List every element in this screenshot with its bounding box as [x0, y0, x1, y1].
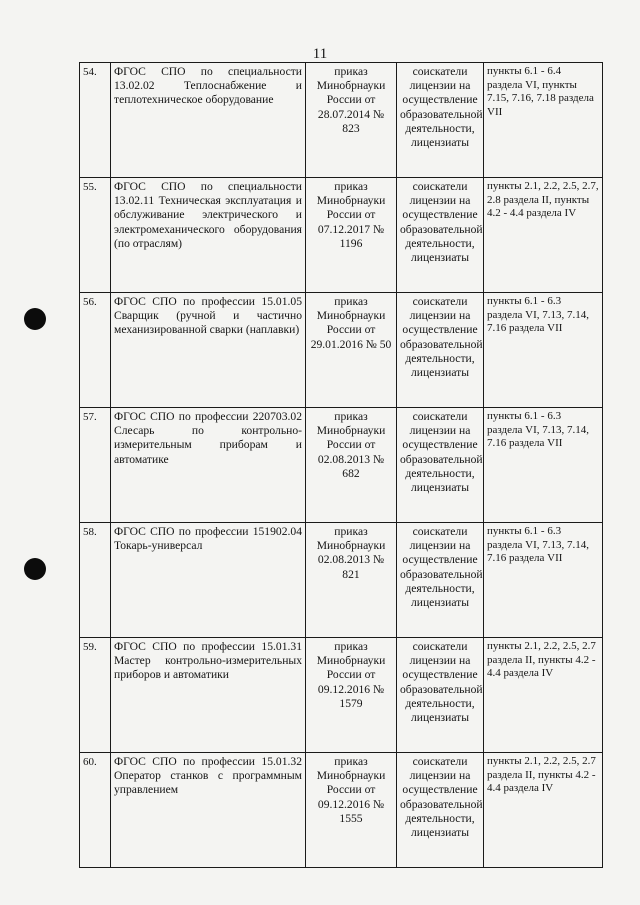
subjects: соискатели лицензии на осуществление образовательной деятельности, лицензиаты: [397, 408, 484, 523]
row-number: 58.: [80, 523, 111, 638]
subjects: соискатели лицензии на осуществление образовательной деятельности, лицензиаты: [397, 753, 484, 868]
order-reference: приказ Минобрнауки России от 07.12.2017 № 1196: [306, 178, 397, 293]
order-reference: приказ Минобрнауки России от 29.01.2016 № 50: [306, 293, 397, 408]
points: пункты 6.1 - 6.3 раздела VI, 7.13, 7.14, 7.16 раздела VII: [484, 523, 603, 638]
standard-title: ФГОС СПО по профессии 220703.02 Слесарь по контрольно-измерительным приборам и автоматике: [111, 408, 306, 523]
table-row: [80, 753, 603, 868]
row-number: 56.: [80, 293, 111, 408]
points: пункты 2.1, 2.2, 2.5, 2.7 раздела II, пункты 4.2 - 4.4 раздела IV: [484, 638, 603, 753]
standard-title: ФГОС СПО по специальности 13.02.11 Техническая эксплуатация и обслуживание электрического и электромеханического оборудования (по отраслям): [111, 178, 306, 293]
punch-hole: [24, 308, 46, 330]
order-reference: приказ Минобрнауки России от 02.08.2013 № 682: [306, 408, 397, 523]
row-number: 55.: [80, 178, 111, 293]
standard-title: ФГОС СПО по профессии 15.01.05 Сварщик (ручной и частично механизированной сварки (наплавки): [111, 293, 306, 408]
subjects: соискатели лицензии на осуществление образовательной деятельности, лицензиаты: [397, 523, 484, 638]
order-reference: приказ Минобрнауки России от 09.12.2016 № 1579: [306, 638, 397, 753]
points: пункты 6.1 - 6.3 раздела VI, 7.13, 7.14, 7.16 раздела VII: [484, 293, 603, 408]
row-number: 54.: [80, 63, 111, 178]
subjects: соискатели лицензии на осуществление образовательной деятельности, лицензиаты: [397, 63, 484, 178]
table-row: [80, 293, 603, 408]
subjects: соискатели лицензии на осуществление образовательной деятельности, лицензиаты: [397, 178, 484, 293]
subjects: соискатели лицензии на осуществление образовательной деятельности, лицензиаты: [397, 638, 484, 753]
table-row: [80, 63, 603, 178]
standard-title: ФГОС СПО по профессии 15.01.31 Мастер контрольно-измерительных приборов и автоматики: [111, 638, 306, 753]
page-number: 11: [312, 46, 328, 62]
regulations-table: [79, 62, 603, 868]
points: пункты 2.1, 2.2, 2.5, 2.7, 2.8 раздела II, пункты 4.2 - 4.4 раздела IV: [484, 178, 603, 293]
standard-title: ФГОС СПО по профессии 15.01.32 Оператор станков с программным управлением: [111, 753, 306, 868]
table-row: [80, 408, 603, 523]
points: пункты 2.1, 2.2, 2.5, 2.7 раздела II, пункты 4.2 - 4.4 раздела IV: [484, 753, 603, 868]
punch-hole: [24, 558, 46, 580]
order-reference: приказ Минобрнауки России от 09.12.2016 № 1555: [306, 753, 397, 868]
subjects: соискатели лицензии на осуществление образовательной деятельности, лицензиаты: [397, 293, 484, 408]
standard-title: ФГОС СПО по специальности 13.02.02 Теплоснабжение и теплотехническое оборудование: [111, 63, 306, 178]
order-reference: приказ Минобрнауки России от 28.07.2014 № 823: [306, 63, 397, 178]
table-row: [80, 178, 603, 293]
standard-title: ФГОС СПО по профессии 151902.04 Токарь-универсал: [111, 523, 306, 638]
row-number: 59.: [80, 638, 111, 753]
order-reference: приказ Минобрнауки 02.08.2013 № 821: [306, 523, 397, 638]
points: пункты 6.1 - 6.3 раздела VI, 7.13, 7.14, 7.16 раздела VII: [484, 408, 603, 523]
table-row: [80, 638, 603, 753]
points: пункты 6.1 - 6.4 раздела VI, пункты 7.15, 7.16, 7.18 раздела VII: [484, 63, 603, 178]
row-number: 60.: [80, 753, 111, 868]
table-row: [80, 523, 603, 638]
row-number: 57.: [80, 408, 111, 523]
